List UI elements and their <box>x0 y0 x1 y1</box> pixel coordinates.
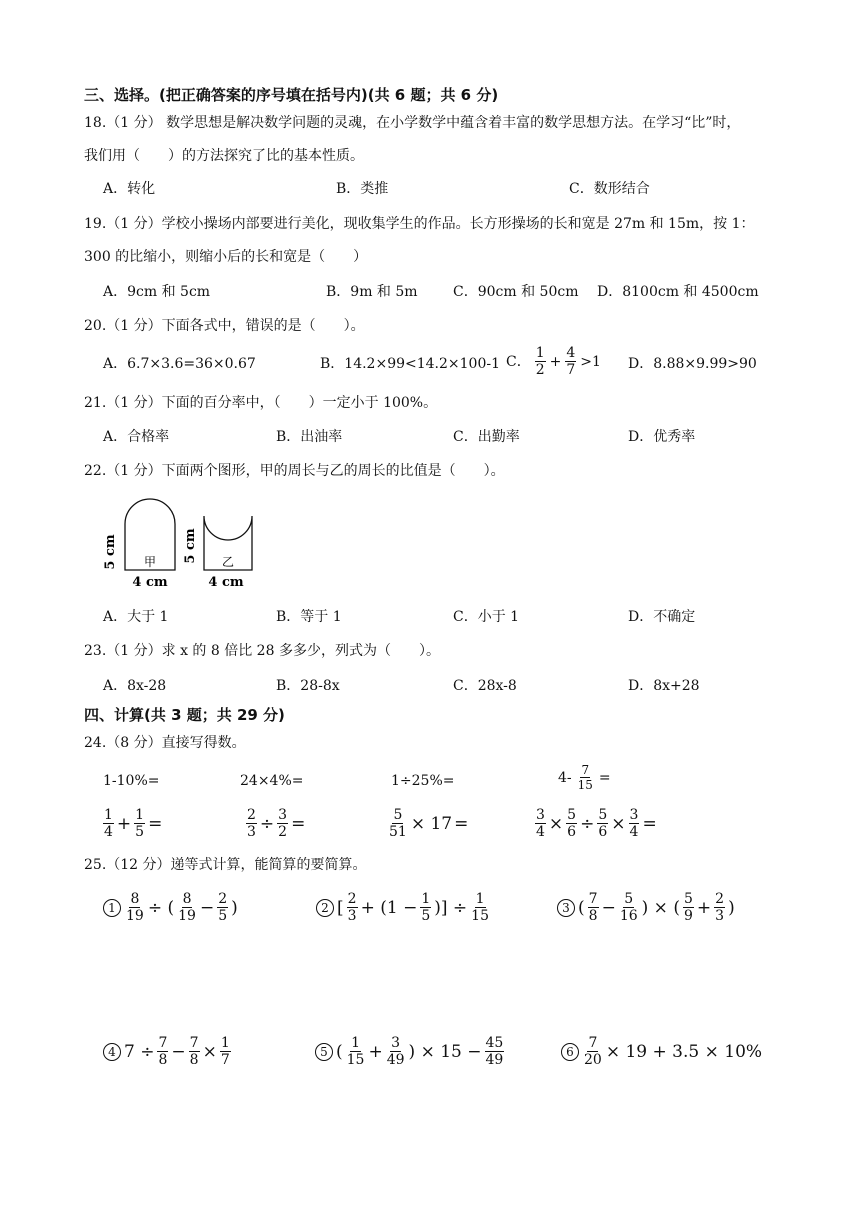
q22-option-d: D．不确定 <box>628 609 696 625</box>
q22-option-c: C．小于 1 <box>453 609 520 625</box>
q23-option-a: A．8x-28 <box>103 678 167 694</box>
figure-jia-name: 甲 <box>143 555 157 569</box>
problem-number: 6 <box>561 1043 579 1061</box>
q25-problem-3: 3 ( $\frac{7}{8}$ − $\frac{5}{16}$ ) × ( $\frac{5}{9}$ + $\frac{2}{3}$ ) <box>557 892 735 923</box>
q18-option-a: A．转化 <box>103 181 156 197</box>
q22-option-a: A．大于 1 <box>103 609 169 625</box>
q19-option-b: B．9m 和 5m <box>326 284 418 300</box>
section3-title: 三、选择。(把正确答案的序号填在括号内)(共 6 题；共 6 分) <box>84 86 499 104</box>
q19-line1: 19.（1 分）学校小操场内部要进行美化，现收集学生的作品。长方形操场的长和宽是 27m 和 15m，按 1： <box>84 216 755 232</box>
q20-option-b: B．14.2×99<14.2×100-1 <box>320 356 500 372</box>
q18-option-c: C．数形结合 <box>569 181 650 197</box>
q21-option-b: B．出油率 <box>276 429 343 445</box>
figure-yi-bottom-label: 4 cm <box>208 575 244 590</box>
q24-item-6: $\frac{2}{3}$ ÷ $\frac{3}{2}$ = <box>247 807 306 840</box>
problem-number: 5 <box>315 1043 333 1061</box>
q19-option-c: C．90cm 和 50cm <box>453 284 579 300</box>
figure-jia-side-label: 5 cm <box>103 534 118 570</box>
fraction: $\frac{4}{7}$ <box>566 345 576 378</box>
q24-item-8: $\frac{3}{4}$ × $\frac{5}{6}$ ÷ $\frac{5}{6}$ × $\frac{3}{4}$ = <box>536 807 657 840</box>
plus-sign: + <box>549 353 562 370</box>
q25-line1: 25.（12 分）递等式计算，能简算的要简算。 <box>84 857 367 873</box>
q21-option-d: D．优秀率 <box>628 429 696 445</box>
q18-option-b: B．类推 <box>336 181 389 197</box>
q25-problem-5: 5 ( $\frac{1}{15}$ + $\frac{3}{49}$ ) × 15 − $\frac{45}{49}$ <box>315 1036 505 1067</box>
q22-option-b: B．等于 1 <box>276 609 342 625</box>
q23-option-d: D．8x+28 <box>628 678 700 694</box>
q20-line1: 20.（1 分）下面各式中，错误的是（ ）。 <box>84 318 365 334</box>
q25-problem-4: 4 7 ÷ $\frac{7}{8}$ − $\frac{7}{8}$ × $\frac{1}{7}$ <box>103 1036 232 1067</box>
q25-problem-1: 1 $\frac{8}{19}$ ÷ ( $\frac{8}{19}$ − $\frac{2}{5}$ ) <box>103 892 238 923</box>
fraction: $\frac{1}{2}$ <box>535 345 545 378</box>
equals-sign: = <box>598 769 611 786</box>
q21-option-c: C．出勤率 <box>453 429 520 445</box>
problem-number: 1 <box>103 899 121 917</box>
section4-title: 四、计算(共 3 题；共 29 分) <box>84 706 285 724</box>
problem-number: 4 <box>103 1043 121 1061</box>
q22-line1: 22.（1 分）下面两个图形，甲的周长与乙的周长的比值是（ ）。 <box>84 463 505 479</box>
q19-line2: 300 的比缩小，则缩小后的长和宽是（ ） <box>84 249 368 265</box>
q24-item-7: $\frac{5}{51}$ × 17 = <box>389 807 469 840</box>
q20-c-prefix: C． <box>506 353 531 370</box>
q19-option-a: A．9cm 和 5cm <box>103 284 211 300</box>
q20-c-suffix: >1 <box>580 353 601 370</box>
figure-yi-name: 乙 <box>221 555 235 569</box>
q24-item-5: $\frac{1}{4}$ + $\frac{1}{5}$ = <box>104 807 163 840</box>
q25-problem-6: 6 $\frac{7}{20}$ × 19 + 3.5 × 10% <box>561 1036 762 1067</box>
q23-option-b: B．28-8x <box>276 678 340 694</box>
fraction: $\frac{7}{15}$ <box>577 763 593 792</box>
q24-item-1: 1-10%= <box>103 773 160 789</box>
q18-line2: 我们用（ ）的方法探究了比的基本性质。 <box>84 148 364 164</box>
q20-option-a: A．6.7×3.6=36×0.67 <box>103 356 256 372</box>
q24-item-2: 24×4%= <box>240 773 304 789</box>
problem-number: 2 <box>316 899 334 917</box>
q18-line1: 18.（1 分） 数学思想是解决数学问题的灵魂，在小学数学中蕴含着丰富的数学思想方法。在学习“比”时， <box>84 115 741 131</box>
q22-figures <box>100 488 280 593</box>
q24-line1: 24.（8 分）直接写得数。 <box>84 735 246 751</box>
q25-problem-2: 2 [ $\frac{2}{3}$ + (1 − $\frac{1}{5}$ )] ÷ $\frac{1}{15}$ <box>316 892 491 923</box>
q23-option-c: C．28x-8 <box>453 678 517 694</box>
q21-line1: 21.（1 分）下面的百分率中，（ ）一定小于 100%。 <box>84 395 438 411</box>
q24-item-3: 1÷25%= <box>391 773 455 789</box>
q21-option-a: A．合格率 <box>103 429 170 445</box>
q24-item-4-prefix: 4- <box>558 769 572 786</box>
figure-jia-bottom-label: 4 cm <box>132 575 168 590</box>
figure-yi-side-label: 5 cm <box>183 528 198 564</box>
q23-line1: 23.（1 分）求 x 的 8 倍比 28 多多少，列式为（ ）。 <box>84 643 440 659</box>
q19-option-d: D．8100cm 和 4500cm <box>597 284 759 300</box>
q24-item-4 <box>558 764 611 791</box>
q20-option-d: D．8.88×9.99>90 <box>628 356 757 372</box>
q20-option-c <box>506 346 601 377</box>
problem-number: 3 <box>557 899 575 917</box>
